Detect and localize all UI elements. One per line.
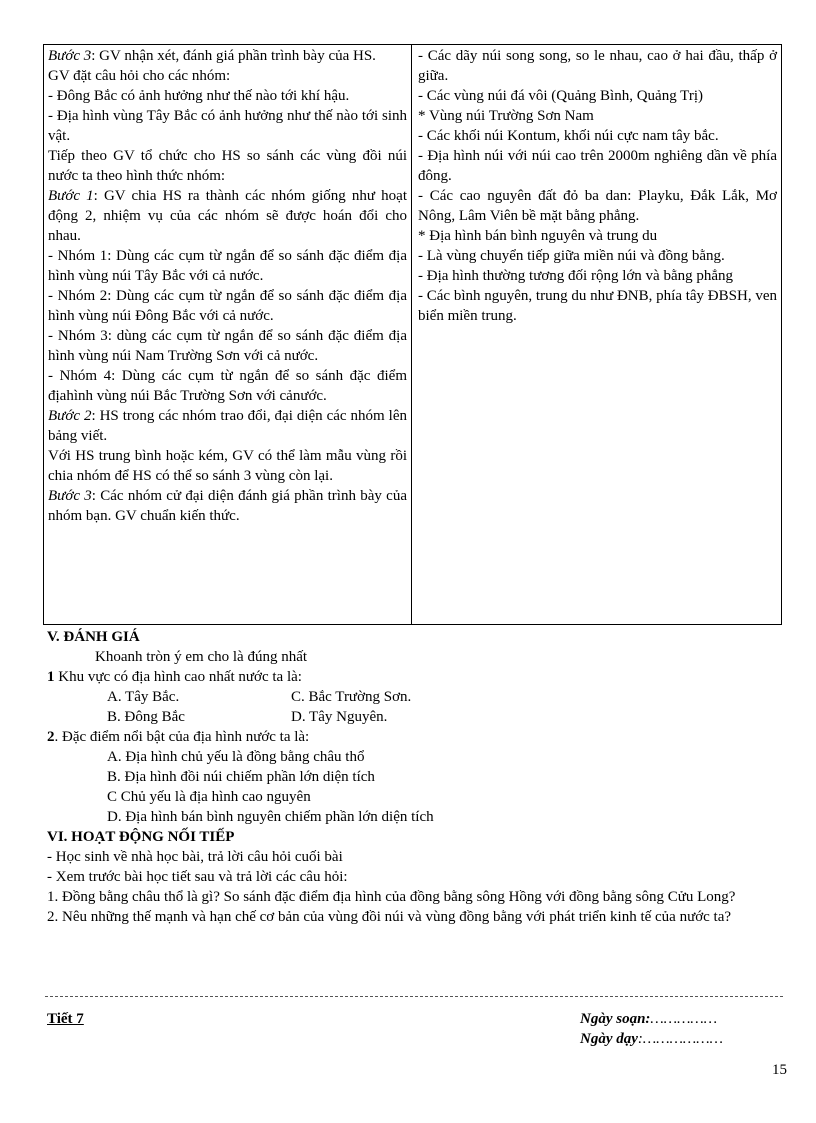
table-paragraph: - Đông Bắc có ảnh hưởng như thế nào tới khí hậu. — [48, 88, 350, 104]
lesson-table — [43, 44, 782, 625]
followup-question: 1. Đồng bằng châu thổ là gì? So sánh đặc điểm địa hình của đồng bằng sông Hồng với đồng bằng sông Cửu Long? — [47, 889, 736, 905]
table-paragraph: - Là vùng chuyển tiếp giữa miền núi và đồng bằng. — [418, 248, 725, 264]
table-paragraph: - Nhóm 3: dùng các cụm từ ngắn để so sánh đặc điểm địa hình vùng núi Nam Trường Sơn với cả nước. — [48, 328, 407, 364]
table-paragraph: Bước 2: HS trong các nhóm trao đổi, đại diện các nhóm lên bảng viết. — [48, 408, 407, 444]
q2-option-b: B. Địa hình đồi núi chiếm phần lớn diện tích — [107, 769, 375, 785]
table-paragraph: Bước 3: Các nhóm cử đại diện đánh giá phần trình bày của nhóm bạn. GV chuẩn kiến thức. — [48, 488, 407, 524]
table-paragraph: - Các cao nguyên đất đỏ ba dan: Playku, Đắk Lắk, Mơ Nông, Lâm Viên bề mặt bằng phẳng. — [418, 188, 777, 224]
q1-options-row-1: A. Tây Bắc. C. Bắc Trường Sơn. — [107, 689, 412, 705]
ngay-soan-label: Ngày soạn: — [580, 1011, 651, 1027]
table-paragraph: * Vùng núi Trường Sơn Nam — [418, 108, 594, 124]
section-heading: VI. HOẠT ĐỘNG NỐI TIẾP — [47, 829, 235, 845]
table-paragraph: Với HS trung bình hoặc kém, GV có thể làm mẫu vùng rồi chia nhóm để HS có thể so sánh 3 vùng còn lại. — [48, 448, 407, 484]
q2-option-d: D. Địa hình bán bình nguyên chiếm phần lớn diện tích — [107, 809, 434, 825]
table-paragraph: Tiếp theo GV tổ chức cho HS so sánh các vùng đồi núi nước ta theo hình thức nhóm: — [48, 148, 407, 184]
table-paragraph: Bước 3: GV nhận xét, đánh giá phần trình bày của HS. — [48, 48, 376, 64]
table-paragraph: GV đặt câu hỏi cho các nhóm: — [48, 68, 231, 84]
q2-option-a: A. Địa hình chủ yếu là đồng bằng châu thổ — [107, 749, 365, 765]
section-heading: V. ĐÁNH GIÁ — [47, 629, 140, 645]
question-2: 2. Đặc điểm nổi bật của địa hình nước ta là: — [47, 729, 310, 745]
content-column — [412, 45, 781, 624]
table-paragraph: - Các dãy núi song song, so le nhau, cao ở hai đầu, thấp ở giữa. — [418, 48, 777, 84]
followup-question: 2. Nêu những thế mạnh và hạn chế cơ bản của vùng đồi núi và vùng đồng bằng với phát triển kinh tế của nước ta? — [47, 909, 732, 925]
table-paragraph: - Địa hình thường tương đối rộng lớn và bằng phẳng — [418, 268, 734, 284]
instruction: Khoanh tròn ý em cho là đúng nhất — [95, 649, 308, 665]
followup-line: - Xem trước bài học tiết sau và trả lời các câu hỏi: — [47, 869, 348, 885]
table-paragraph: Bước 1: GV chia HS ra thành các nhóm giống như hoạt động 2, nhiệm vụ của các nhóm sẽ được hoán đổi cho nhau. — [48, 188, 407, 244]
evaluation-section — [47, 627, 787, 927]
q1-options-row-2: B. Đông Bắc D. Tây Nguyên. — [107, 709, 388, 725]
table-paragraph: - Nhóm 4: Dùng các cụm từ ngắn để so sánh đặc điểm địahình vùng núi Bắc Trường Sơn với cảnước. — [48, 368, 407, 404]
followup-line: - Học sinh về nhà học bài, trả lời câu hỏi cuối bài — [47, 849, 343, 865]
table-paragraph: * Địa hình bán bình nguyên và trung du — [418, 228, 658, 244]
teacher-activities-column — [44, 45, 412, 624]
table-paragraph: - Nhóm 1: Dùng các cụm từ ngắn để so sánh đặc điểm địa hình vùng núi Tây Bắc với cả nước. — [48, 248, 407, 284]
table-paragraph: - Các khối núi Kontum, khối núi cực nam tây bắc. — [418, 128, 719, 144]
lesson-number: Tiết 7 — [47, 1011, 84, 1027]
page-number: 15 — [772, 1062, 787, 1078]
lesson-dates: Ngày soạn:…………… Ngày dạy:……………… — [580, 1011, 723, 1047]
dashed-divider — [45, 996, 783, 997]
table-paragraph: - Địa hình vùng Tây Bắc có ảnh hưởng như thế nào tới sinh vật. — [48, 108, 407, 144]
ngay-day-label: Ngày dạy — [580, 1031, 638, 1047]
table-paragraph: - Các vùng núi đá vôi (Quảng Bình, Quảng Trị) — [418, 88, 703, 104]
question-1: 1 Khu vực có địa hình cao nhất nước ta là: — [47, 669, 302, 685]
table-paragraph: - Các bình nguyên, trung du như ĐNB, phía tây ĐBSH, ven biển miền trung. — [418, 288, 777, 324]
q2-option-c: C Chủ yếu là địa hình cao nguyên — [107, 789, 311, 805]
table-paragraph: - Nhóm 2: Dùng các cụm từ ngắn để so sánh đặc điểm địa hình vùng núi Đông Bắc với cả nước. — [48, 288, 407, 324]
table-paragraph: - Địa hình núi với núi cao trên 2000m nghiêng dần về phía đông. — [418, 148, 777, 184]
